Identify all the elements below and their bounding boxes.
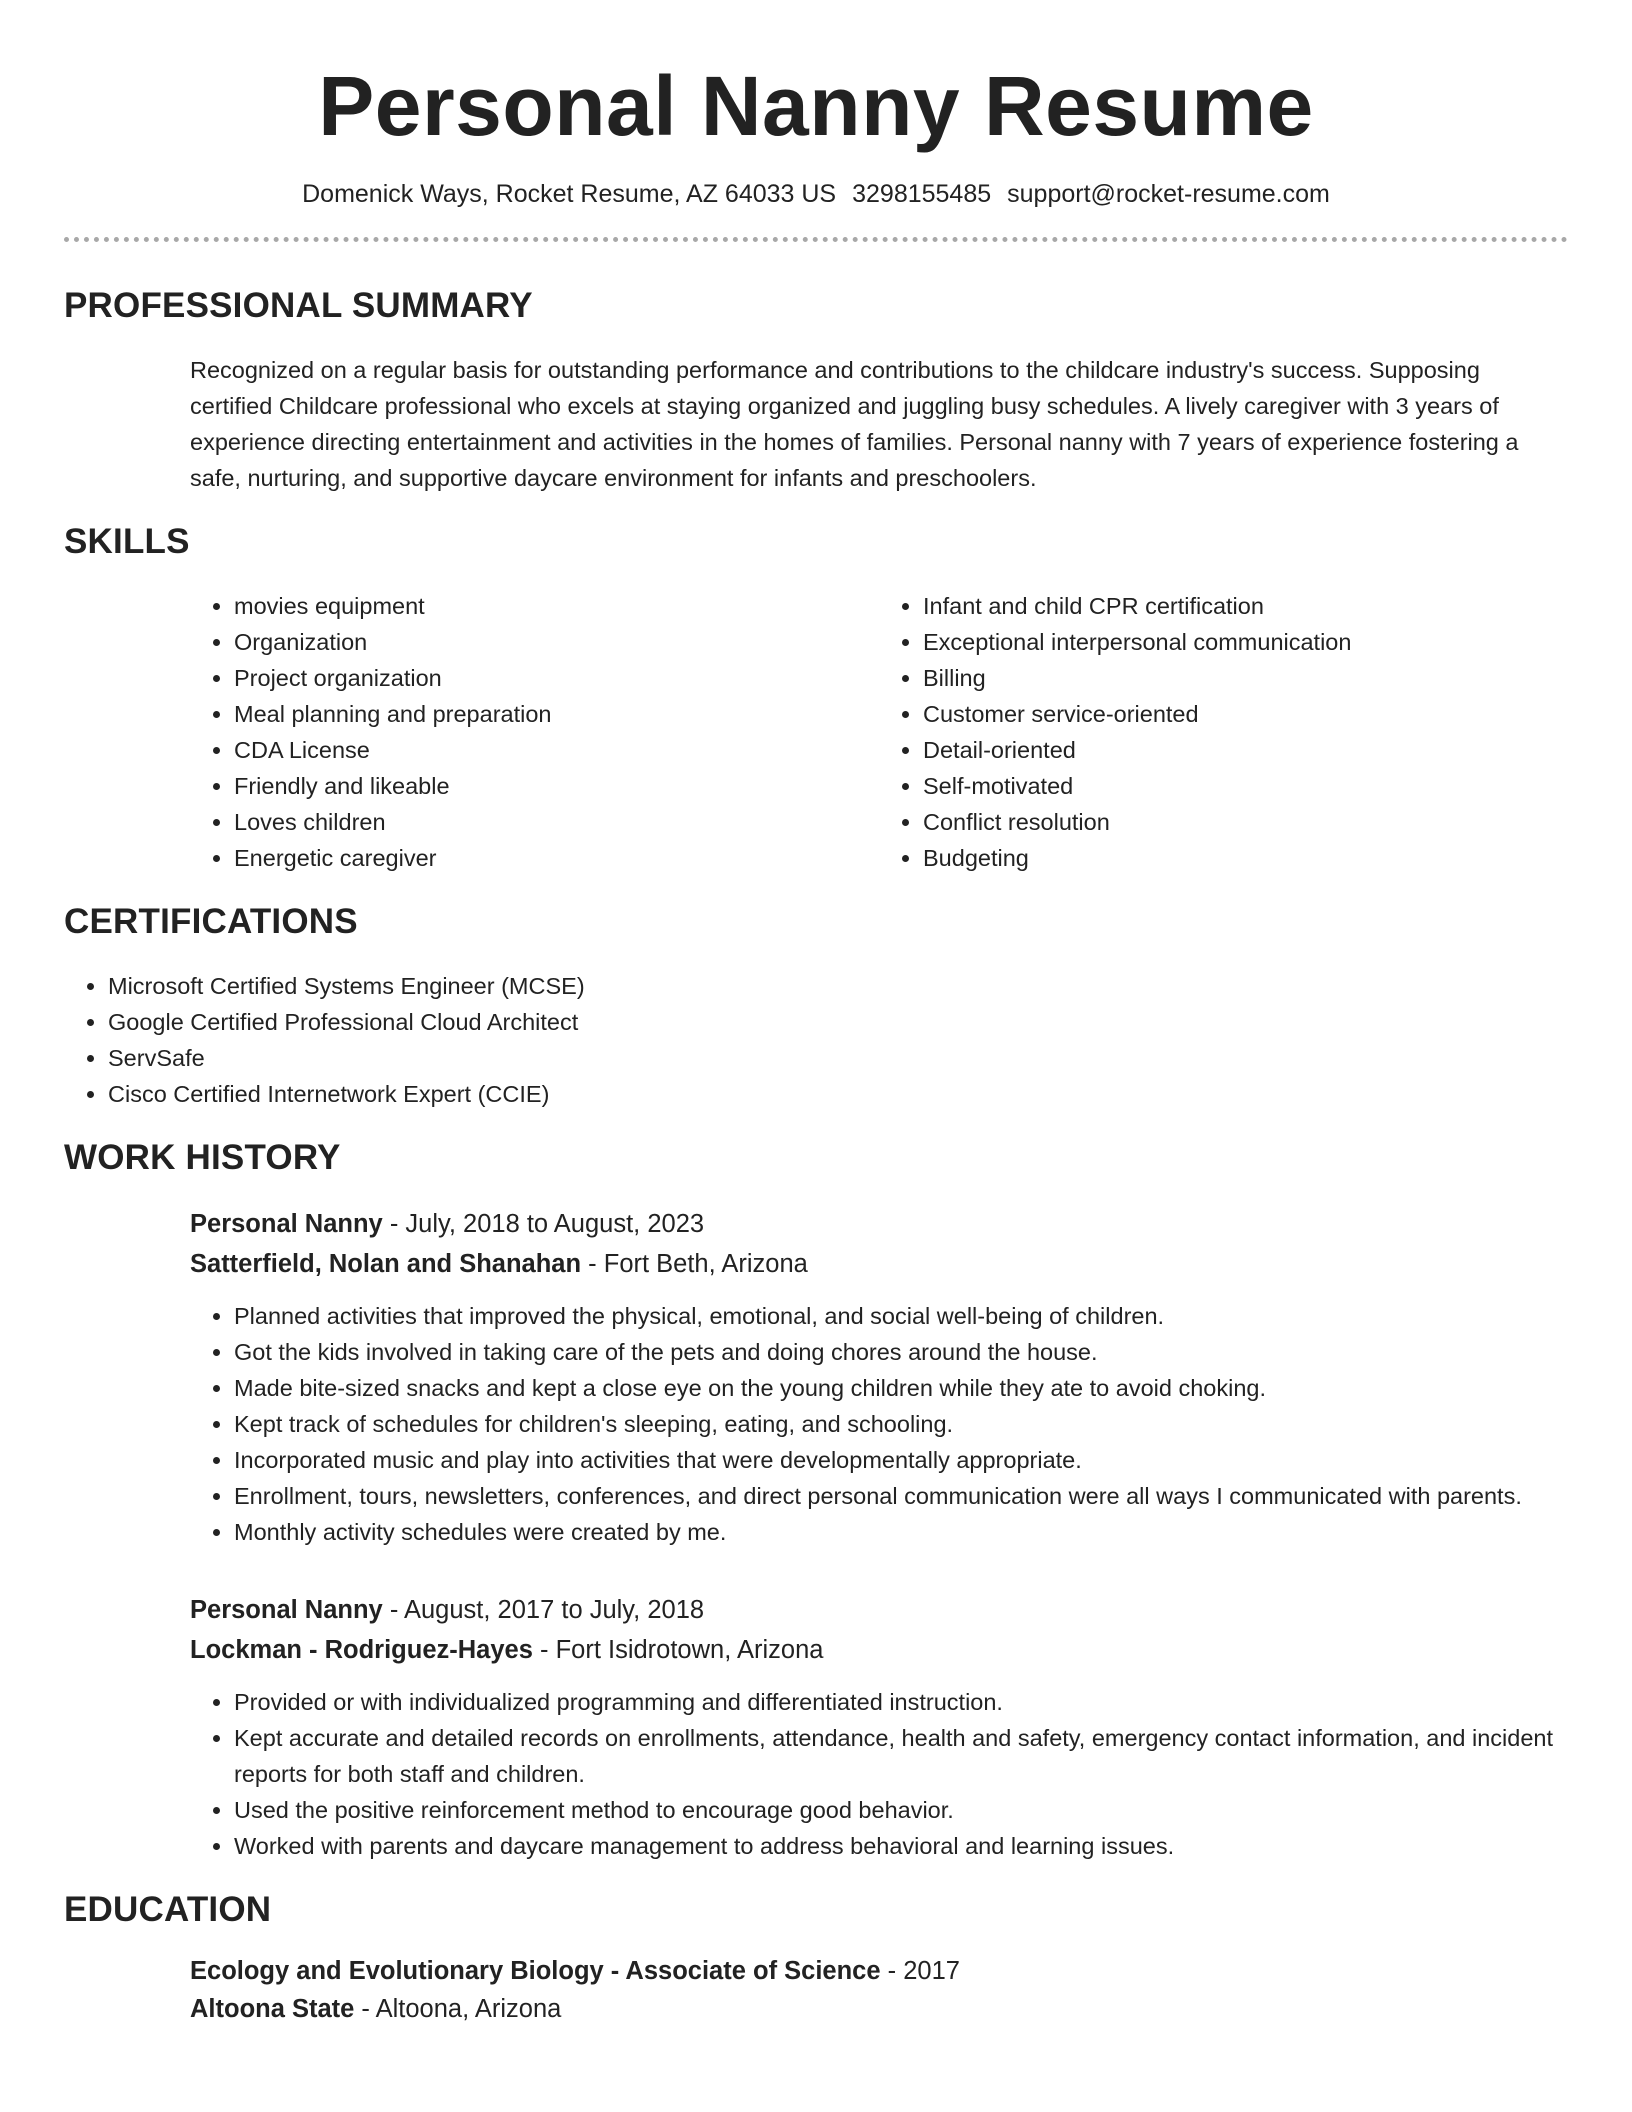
job-dates: - August, 2017 to July, 2018: [382, 1596, 705, 1624]
job-duty: • Worked with parents and daycare management to address behavioral and learning issues.: [234, 1828, 1568, 1864]
contact-phone: 3298155485: [852, 180, 992, 208]
skill-item: • Conflict resolution: [923, 804, 1568, 840]
certification-item: • Google Certified Professional Cloud Architect: [108, 1004, 1568, 1040]
skills-list-right: [879, 588, 1568, 876]
skill-item: • Project organization: [234, 660, 879, 696]
job-title-line: [190, 1590, 1568, 1630]
job-company-line: [190, 1630, 1568, 1670]
job-entry: [190, 1590, 1568, 1864]
job-duty: • Enrollment, tours, newsletters, conferences, and direct personal communication were all ways I communicated with parents.: [234, 1478, 1568, 1514]
skill-item: • CDA License: [234, 732, 879, 768]
job-title: Personal Nanny: [190, 1596, 383, 1624]
job-duty: • Got the kids involved in taking care of the pets and doing chores around the house.: [234, 1334, 1568, 1370]
certification-item: • Microsoft Certified Systems Engineer (MCSE): [108, 968, 1568, 1004]
certifications-heading: CERTIFICATIONS: [64, 902, 358, 941]
job-duties-list: [190, 1684, 1568, 1864]
education-degree: Ecology and Evolutionary Biology - Associate of Science: [190, 1957, 881, 1985]
job-duty: • Kept track of schedules for children's sleeping, eating, and schooling.: [234, 1406, 1568, 1442]
summary-heading: PROFESSIONAL SUMMARY: [64, 286, 533, 325]
job-duty: • Made bite-sized snacks and kept a close eye on the young children while they ate to avoid choking.: [234, 1370, 1568, 1406]
education-year: - 2017: [880, 1957, 960, 1985]
work-history-section: [64, 1138, 1568, 1864]
job-location: - Fort Isidrotown, Arizona: [532, 1636, 824, 1664]
skill-item: • Billing: [923, 660, 1568, 696]
work-history-heading: WORK HISTORY: [64, 1138, 341, 1177]
job-company: Lockman - Rodriguez-Hayes: [190, 1636, 533, 1664]
job-duty: • Incorporated music and play into activities that were developmentally appropriate.: [234, 1442, 1568, 1478]
skills-section: [64, 522, 1568, 876]
job-dates: - July, 2018 to August, 2023: [382, 1210, 705, 1238]
skills-heading: SKILLS: [64, 522, 190, 561]
education-section: [64, 1890, 1568, 2028]
skill-item: • Self-motivated: [923, 768, 1568, 804]
skills-columns: [190, 562, 1568, 876]
education-school-line: [190, 1990, 1568, 2028]
job-title: Personal Nanny: [190, 1210, 383, 1238]
job-duty: • Planned activities that improved the physical, emotional, and social well-being of children.: [234, 1298, 1568, 1334]
job-duty: • Used the positive reinforcement method to encourage good behavior.: [234, 1792, 1568, 1828]
skill-item: • Customer service-oriented: [923, 696, 1568, 732]
skill-item: • Exceptional interpersonal communication: [923, 624, 1568, 660]
job-entry: [190, 1204, 1568, 1550]
education-school: Altoona State: [190, 1995, 355, 2023]
education-entry: [190, 1952, 1568, 2028]
summary-section: [64, 286, 1568, 496]
skill-item: • movies equipment: [234, 588, 879, 624]
skill-item: • Organization: [234, 624, 879, 660]
job-duty: • Kept accurate and detailed records on enrollments, attendance, health and safety, emergency contact information, and incident reports for both staff and children.: [234, 1720, 1568, 1792]
education-degree-line: [190, 1952, 1568, 1990]
job-title-line: [190, 1204, 1568, 1244]
job-duty: • Provided or with individualized programming and differentiated instruction.: [234, 1684, 1568, 1720]
job-location: - Fort Beth, Arizona: [581, 1250, 808, 1278]
education-heading: EDUCATION: [64, 1890, 272, 1929]
skill-item: • Infant and child CPR certification: [923, 588, 1568, 624]
skill-item: • Detail-oriented: [923, 732, 1568, 768]
contact-email: support@rocket-resume.com: [1007, 180, 1330, 208]
skill-item: • Energetic caregiver: [234, 840, 879, 876]
contact-line: [64, 180, 1568, 209]
education-location: - Altoona, Arizona: [354, 1995, 562, 2023]
resume-title: Personal Nanny Resume: [318, 59, 1314, 153]
certification-item: • Cisco Certified Internetwork Expert (CCIE): [108, 1076, 1568, 1112]
skill-item: • Meal planning and preparation: [234, 696, 879, 732]
certifications-section: [64, 902, 1568, 1112]
summary-text: Recognized on a regular basis for outstanding performance and contributions to the childcare industry's success. Supposing certified Childcare professional who excels at staying organized and juggling busy schedules. A lively caregiver with 3 years of experience directing entertainment and activities in the homes of families. Personal nanny with 7 years of experience fostering a safe, nurturing, and supportive daycare environment for infants and preschoolers.: [190, 357, 1519, 491]
certifications-list: [64, 968, 1568, 1112]
certification-item: • ServSafe: [108, 1040, 1568, 1076]
skill-item: • Friendly and likeable: [234, 768, 879, 804]
job-company: Satterfield, Nolan and Shanahan: [190, 1250, 582, 1278]
contact-address: Domenick Ways, Rocket Resume, AZ 64033 US: [302, 180, 837, 208]
header-divider: [64, 237, 1568, 242]
job-duty: • Monthly activity schedules were created by me.: [234, 1514, 1568, 1550]
job-duties-list: [190, 1298, 1568, 1550]
skill-item: • Budgeting: [923, 840, 1568, 876]
skill-item: • Loves children: [234, 804, 879, 840]
job-company-line: [190, 1244, 1568, 1284]
skills-list-left: [190, 588, 879, 876]
